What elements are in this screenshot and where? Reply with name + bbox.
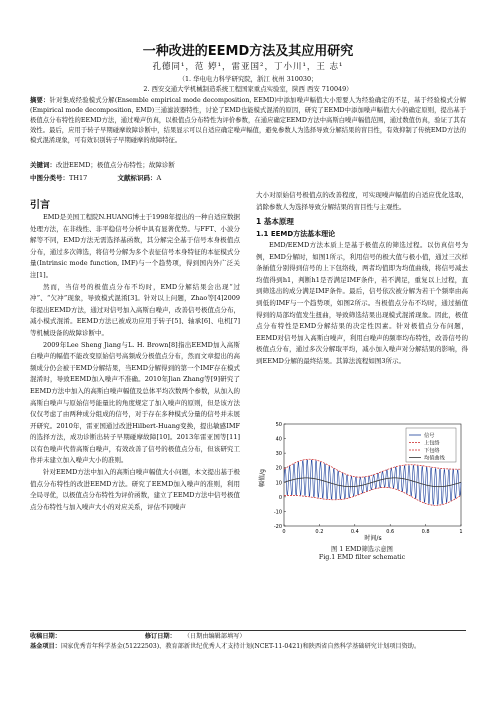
abstract-label: 摘要： [30,97,50,104]
clc-value: TH17 [69,174,88,182]
paragraph: 大小对原始信号极值点的改善程度，可实现噪声幅值的自适应优化选取，消除参数人为选择导致分解结果的盲目性与主观性。 [256,191,468,211]
x-tick-label: 0.2 [315,529,324,535]
doc-code-value: A [156,174,162,182]
y-tick-label: 40 [275,436,282,443]
x-axis-label: 时间/s [364,535,382,542]
revised-label: 修订日期： [144,633,176,640]
classification [30,173,466,182]
intro-heading: 引言 [30,200,50,211]
figure-caption-cn: 图 1 EMD筛选示意图 [331,546,393,553]
x-tick-label: 0.8 [421,529,430,535]
paragraph: 然而，当信号的极值点分布不均时，EMD分解结果会出现“过冲”、“欠冲”现象，导致模式混淆[3]。针对以上问题，Zhao等[4]2009年提出EEMD方法，通过对信号加入高斯白噪声，改善信号极值点分布，减小模式混淆。EEMD方法已被成功应用于转子[5]、轴承[6]、电机[7]等机械设备的故障诊断中。 [30,282,240,337]
abstract [30,96,466,146]
editor-note: （日期由编辑部填写） [183,633,246,640]
section-1-1-heading: 1.1 EEMD方法基本理论 [256,230,336,238]
y-tick-label: 20 [275,465,282,472]
x-tick-label: 0.4 [350,529,359,535]
legend-label: 均值曲线 [424,455,445,462]
paragraph: 针对EEMD方法中加入的高斯白噪声幅值大小问题，本文提出基于极值点分布特性的改进EEMD方法。研究了EEMD加入噪声的准则，利用全局寻优，以极值点分布特性为评价函数，建立了EEMD方法中信号极值点分布特性与加入噪声大小的对应关系，评估不同噪声 [30,468,240,511]
fund-text: 国家优秀青年科学基金(51222503)、教育部新世纪优秀人才支持计划(NCET-11-0421)和陕西省自然科学基础研究计划项目资助。 [60,643,421,650]
paragraph: 2009年Lee Sheng Jiang与L. H. Brown[8]指出EEMD加入高斯白噪声的幅值不能改变原始信号高频成分极值点分布，然而文章提出的高频成分仍会被干EMD分解结果，当EMD分解得到的第一个IMF存在模式混淆时，导致EEMD加入噪声不准确。2010年Jian Zhang等[9]研究了EEMD方法中加入的高斯白噪声幅值及总体平均次数两个参数，从加入的高斯白噪声与原始信号能量比的角度规定了加入噪声的原则，但是该方法仅仅考虑了由两种成分组成的信号，对于存在多种模式分量的信号并未展开研究。2010年，雷亚国通过改进Hilbert-Huang变换，提出敏感IMF的选择方法，成功诊断出转子早期碰摩故障[10]。2013年雷亚国等[11]以有色噪声代替高斯白噪声，有效改善了信号的极值点分布，但该研究工作并未建立加入噪声大小的准则。 [30,340,240,465]
legend-label: 上包络 [424,440,440,447]
clc-label: 中图分类号： [30,174,69,182]
received-label: 收稿日期： [30,633,61,640]
figure-emd-filter [256,418,468,543]
abstract-text: 针对集成经验模式分解(Ensemble empirical mode decomposition, EEMD)中添加噪声幅值大小需要人为经验确定的不足，基于经验模式分解(Empirical mode decomposition, EMD)三通滤波器特性，讨论了EMD也能模式混淆的原因，研究了EEMD中添加噪声幅值大小的确定原则，提出基于极值点分布特性的EEMD方法，通过噪声仿真，以极值点分布特性为评价参数，在通应确定EEMD方法中高斯白噪声幅值范围，通过数值仿真，验证了其有效性。最后，应用于转子早期碰摩故障诊断中，结果显示可以自适应确定噪声幅值，避免参数人为选择导致分解结果的盲目性，有效抑制了传统EMD方法的模式混淆现象，可有效识别转子早期碰摩的故障特征。 [30,97,466,144]
y-tick-label: -20 [273,524,282,530]
footer-fund [30,642,470,651]
paragraph: EMD是美国工程院N.HUANG博士于1998年提出的一种自适应数据处理方法，在非线性、非平稳信号分析中具有显著优势。与FFT、小波分解等不同，EMD方法无需选择基函数，其分解完全基于信号本身极值点分布，通过多次筛选，将信号分解为多个表征信号本身特征的本征模式分量(Intrinsic mode function, IMF)与一个趋势项，得到国内外广泛关注[1]。 [30,213,240,279]
footer-dates [30,632,470,641]
section-1-heading: 1 基本原理 [256,217,294,226]
y-tick-label: -10 [273,509,282,516]
author-list: 孔德同¹，范 婷¹，雷亚国²，丁小川¹，王 志¹ [152,62,344,72]
paper-title: 一种改进的EEMD方法及其应用研究 [142,44,354,59]
keywords-text: 改进EEMD；极值点分布特性；故障诊断 [56,161,175,169]
paragraph: EMD/EEMD方法本质上是基于极值点的筛选过程。以仿真信号为例，EMD分解时，如图1所示，利用信号的极大值与极小值，通过三次样条插值分别得到信号的上下包络线，两者均值即为均值曲线，将信号减去均值得到h1，判断h1是否满足IMF条件，若不满足，重复以上过程，直到筛选出的成分满足IMF条件。最后，信号依次被分解为若干个频率由高到低的IMF与一个趋势项，如图2所示。当极值点分布不均时，通过插值得到的局部均值发生扭曲，导致筛选结果出现模式混淆现象。因此，极值点分布特性是EMD分解结果的决定性因素。针对极值点分布问题，EEMD对信号加入高斯白噪声，利用白噪声的频率均布特性，改善信号的极值点分布，通过多次分解取平均，减小加入噪声对分解结果的影响，得到EEMD分解的最终结果。其算法流程如图3所示。 [256,241,468,365]
y-tick-label: 0 [278,494,282,501]
fund-label: 基金项目： [30,643,61,650]
figure-legend [406,428,456,462]
x-tick-label: 0.6 [386,529,395,535]
right-column [256,240,468,426]
figure-curves [284,459,461,505]
figure-caption-en: Fig.1 EMD filter schematic [318,554,406,561]
affiliation-2: 2. 西安交通大学机械制造系统工程国家重点实验室，陕西 西安 710049） [143,85,353,93]
left-column [30,212,240,624]
legend-label: 信号 [424,433,435,439]
keywords [30,160,466,169]
affiliation-1: （1. 华电电力科学研究院，浙江 杭州 310030； [178,75,318,83]
right-column-top [256,190,468,213]
y-axis-label: 幅值/g [259,469,266,487]
legend-label: 下包络 [424,448,440,454]
x-tick-label: 0 [282,529,286,535]
x-tick-label: 1 [459,529,463,535]
y-tick-label: 30 [275,451,282,458]
doc-code-label: 文献标识码： [117,174,157,182]
y-tick-label: 50 [275,422,282,428]
keywords-label: 关键词： [30,161,56,169]
footer-divider [30,630,466,631]
y-tick-label: 10 [275,480,282,487]
